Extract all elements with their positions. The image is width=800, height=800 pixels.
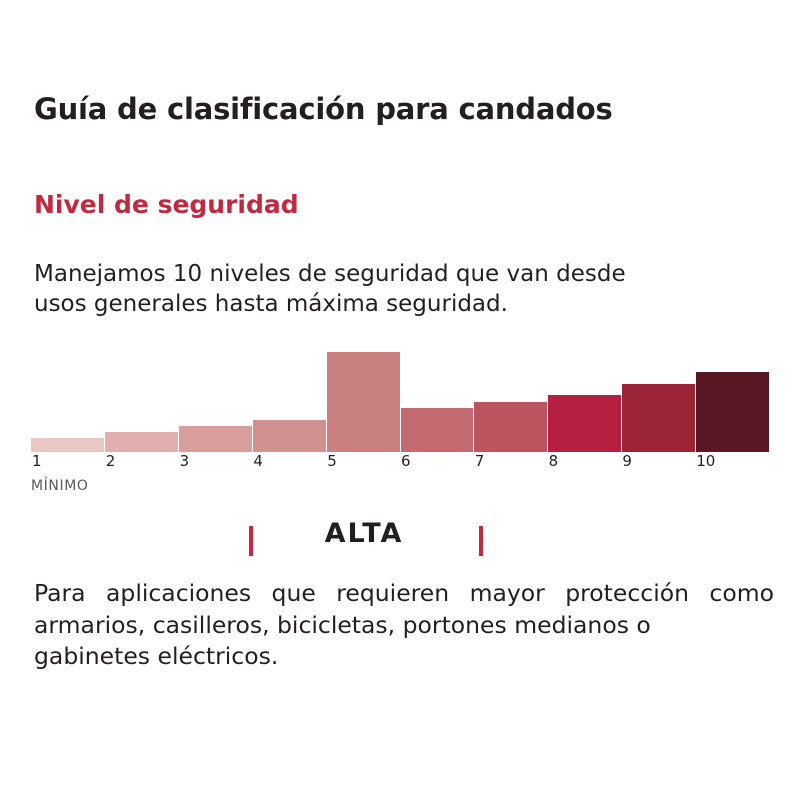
page-title: Guía de clasificación para candados: [34, 92, 613, 126]
chart-tick-labels: [31, 452, 769, 472]
section-title: Nivel de seguridad: [34, 190, 299, 219]
chart-bar: [696, 372, 769, 452]
chart-tick-label: 8: [548, 452, 559, 470]
chart-tick-label: 9: [622, 452, 632, 470]
intro-paragraph: Manejamos 10 niveles de seguridad que van desde usos generales hasta máxima seguridad.: [34, 261, 626, 318]
level-name: ALTA: [324, 518, 404, 549]
chart-tick-label: 2: [105, 452, 116, 470]
minimum-label: MÍNIMO: [31, 478, 89, 494]
chart-bar: [253, 420, 326, 452]
description-paragraph: [34, 578, 774, 673]
level-marker-right-icon: [479, 526, 483, 556]
chart-bar: [548, 395, 621, 452]
description-text: Para aplicaciones que requieren mayor protección como armarios, casilleros, bicicletas, portones medianos o: [34, 579, 774, 639]
chart-bar: [31, 438, 104, 452]
chart-bar: [474, 402, 547, 452]
level-band: [34, 518, 766, 564]
chart-bar: [105, 432, 178, 452]
security-level-bar-chart: [31, 352, 769, 452]
chart-tick-label: 5: [327, 452, 337, 470]
chart-tick-label: 10: [696, 452, 716, 470]
chart-bar: [327, 352, 400, 452]
chart-tick-label: 4: [253, 452, 263, 470]
chart-tick-label: 7: [474, 452, 485, 470]
chart-bar: [401, 408, 474, 452]
chart-tick-label: 6: [401, 452, 411, 470]
chart-bar: [179, 426, 252, 452]
chart-tick-label: 3: [179, 452, 190, 470]
chart-bar: [622, 384, 695, 452]
chart-tick-label: 1: [32, 452, 42, 470]
chart-bars: [31, 352, 769, 452]
description-last-line: gabinetes eléctricos.: [34, 642, 279, 671]
level-marker-left-icon: [249, 526, 253, 556]
